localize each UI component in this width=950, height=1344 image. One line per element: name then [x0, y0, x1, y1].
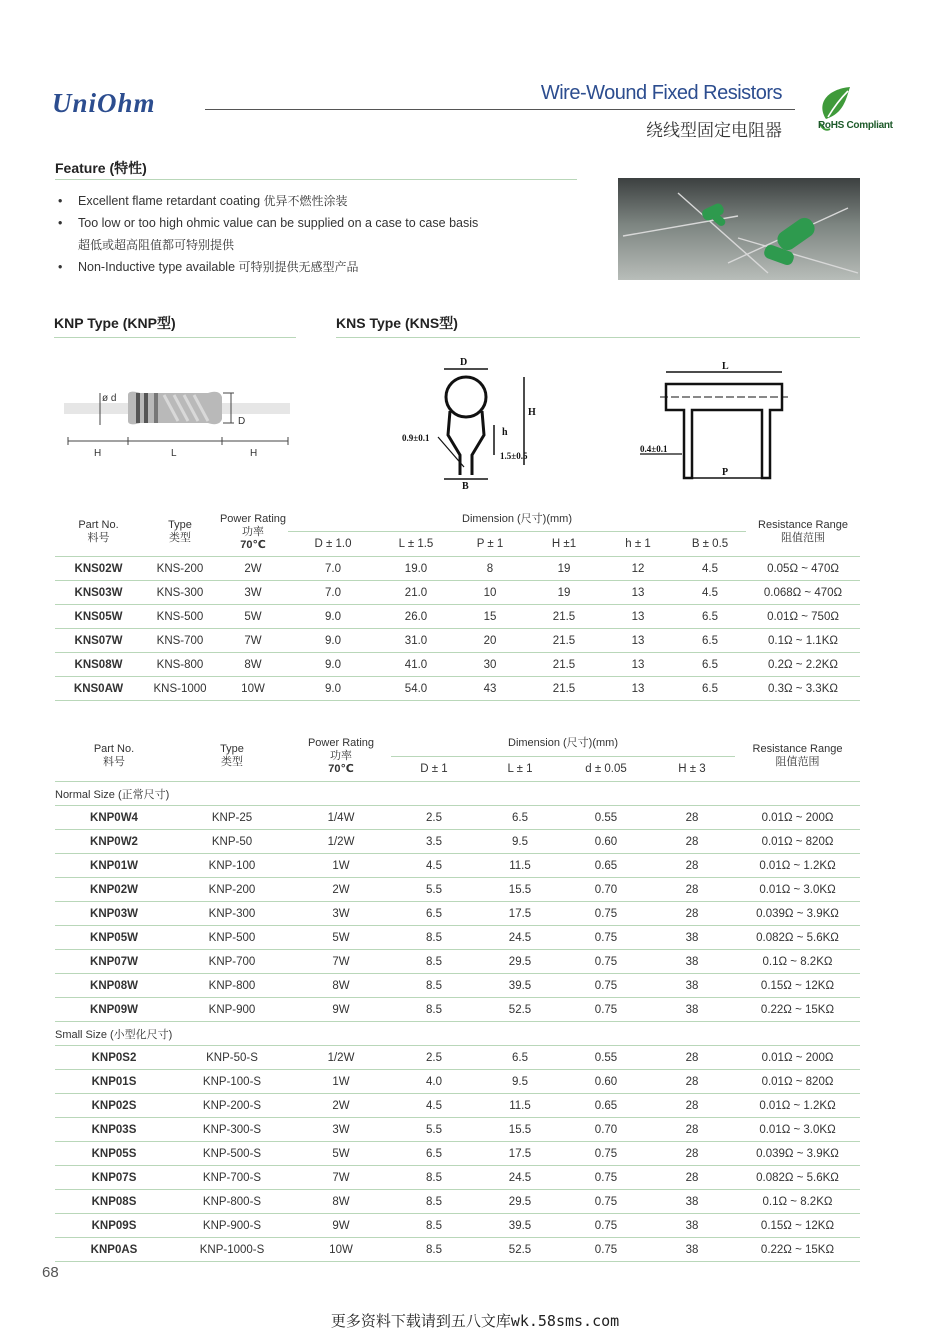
table-cell: 10W: [218, 677, 288, 701]
table-cell: 28: [649, 806, 735, 830]
table-cell: KNP-25: [173, 806, 291, 830]
feature-item: • Non-Inductive type available 可特别提供无感型产品: [58, 260, 359, 274]
part-number-cell: KNS07W: [55, 629, 142, 653]
feature-rule: [55, 179, 577, 180]
table-cell: 1/2W: [291, 830, 391, 854]
knp-label-D: D: [238, 416, 246, 427]
table-cell: 8.5: [391, 1190, 477, 1214]
table-cell: 39.5: [477, 1214, 563, 1238]
table-cell: 4.5: [674, 557, 746, 581]
col-L: L ± 1: [477, 757, 563, 782]
table-cell: 0.039Ω ~ 3.9KΩ: [735, 902, 860, 926]
table-cell: 0.75: [563, 926, 649, 950]
table-row: [55, 1238, 860, 1262]
feature-title: Feature (特性): [55, 160, 147, 176]
table-cell: 3W: [291, 902, 391, 926]
col-H: H ±1: [526, 531, 602, 556]
table-cell: 5W: [291, 926, 391, 950]
col-power: Power Rating 功率 70℃: [291, 731, 391, 782]
table-cell: 0.082Ω ~ 5.6KΩ: [735, 1166, 860, 1190]
table-cell: 10W: [291, 1238, 391, 1262]
knp-type-title: KNP Type (KNP型): [54, 315, 176, 331]
table-cell: 11.5: [477, 1094, 563, 1118]
table-cell: 28: [649, 1094, 735, 1118]
table-cell: 0.01Ω ~ 1.2KΩ: [735, 1094, 860, 1118]
table-cell: 13: [602, 653, 674, 677]
table-cell: 19: [526, 557, 602, 581]
kns-side-label-w: 0.4±0.1: [640, 444, 668, 454]
table-cell: 2.5: [391, 1046, 477, 1070]
table-row: [55, 581, 860, 605]
rohs-label: RoHS Compliant: [818, 120, 893, 131]
part-number-cell: KNP02S: [55, 1094, 173, 1118]
table-cell: 4.0: [391, 1070, 477, 1094]
table-cell: 1W: [291, 854, 391, 878]
table-row: [55, 1214, 860, 1238]
table-cell: 0.75: [563, 998, 649, 1022]
table-cell: 0.01Ω ~ 200Ω: [735, 1046, 860, 1070]
table-cell: 0.65: [563, 854, 649, 878]
table-cell: KNP-50-S: [173, 1046, 291, 1070]
table-row: [55, 1166, 860, 1190]
knp-type-rule: [54, 337, 296, 338]
table-cell: 0.2Ω ~ 2.2KΩ: [746, 653, 860, 677]
table-cell: KNP-100-S: [173, 1070, 291, 1094]
table-cell: 9.0: [288, 653, 378, 677]
table-cell: 8.5: [391, 1238, 477, 1262]
table-cell: KNP-200: [173, 878, 291, 902]
table-cell: 0.55: [563, 806, 649, 830]
table-row: [55, 557, 860, 581]
table-cell: 0.01Ω ~ 1.2KΩ: [735, 854, 860, 878]
part-number-cell: KNP0S2: [55, 1046, 173, 1070]
table-row: [55, 653, 860, 677]
table-cell: 0.75: [563, 974, 649, 998]
part-number-cell: KNS03W: [55, 581, 142, 605]
table-cell: 0.01Ω ~ 750Ω: [746, 605, 860, 629]
table-cell: 28: [649, 878, 735, 902]
table-cell: 28: [649, 902, 735, 926]
table-cell: KNP-500: [173, 926, 291, 950]
table-cell: 7W: [218, 629, 288, 653]
part-number-cell: KNP07S: [55, 1166, 173, 1190]
table-cell: KNS-500: [142, 605, 218, 629]
kns-type-rule: [336, 337, 860, 338]
table-cell: 7.0: [288, 557, 378, 581]
table-cell: 7W: [291, 1166, 391, 1190]
table-cell: 0.01Ω ~ 3.0KΩ: [735, 1118, 860, 1142]
table-cell: 4.5: [674, 581, 746, 605]
table-cell: KNP-50: [173, 830, 291, 854]
part-number-cell: KNS0AW: [55, 677, 142, 701]
table-cell: 21.0: [378, 581, 454, 605]
table-cell: 6.5: [674, 629, 746, 653]
kns-side-label-P: P: [722, 467, 729, 478]
table-cell: 52.5: [477, 1238, 563, 1262]
table-row: [55, 629, 860, 653]
table-cell: 9.5: [477, 1070, 563, 1094]
table-cell: 9.5: [477, 830, 563, 854]
part-number-cell: KNP0AS: [55, 1238, 173, 1262]
table-cell: 3W: [291, 1118, 391, 1142]
group-label: Small Size (小型化尺寸): [55, 1022, 860, 1046]
table-cell: 15.5: [477, 878, 563, 902]
table-cell: 0.01Ω ~ 200Ω: [735, 806, 860, 830]
part-number-cell: KNP08S: [55, 1190, 173, 1214]
page-title: Wire-Wound Fixed Resistors: [540, 82, 782, 104]
table-cell: 0.15Ω ~ 12KΩ: [735, 974, 860, 998]
part-number-cell: KNP0W4: [55, 806, 173, 830]
table-cell: 28: [649, 1142, 735, 1166]
col-power: Power Rating 功率 70℃: [218, 508, 288, 557]
kns-label-w2: 1.5±0.5: [500, 451, 528, 461]
table-cell: 38: [649, 950, 735, 974]
table-row: [55, 902, 860, 926]
table-cell: 0.1Ω ~ 8.2KΩ: [735, 950, 860, 974]
header-rule: [205, 109, 795, 110]
table-cell: KNS-200: [142, 557, 218, 581]
brand-logo: UniOhm: [52, 88, 156, 118]
table-cell: 0.75: [563, 1214, 649, 1238]
group-row: [55, 782, 860, 806]
table-cell: 1/4W: [291, 806, 391, 830]
table-row: [55, 1070, 860, 1094]
table-cell: 0.75: [563, 1142, 649, 1166]
footer-text: 更多资料下载请到五八文库wk.58sms.com: [330, 1312, 620, 1330]
feature-item: 超低或超高阻值都可特别提供: [78, 238, 235, 252]
col-type: Type 类型: [173, 731, 291, 782]
table-cell: 0.3Ω ~ 3.3KΩ: [746, 677, 860, 701]
table-cell: 3W: [218, 581, 288, 605]
col-resistance: Resistance Range 阻值范围: [735, 731, 860, 782]
table-cell: 29.5: [477, 950, 563, 974]
table-cell: 12: [602, 557, 674, 581]
table-cell: 0.068Ω ~ 470Ω: [746, 581, 860, 605]
table-cell: 0.70: [563, 878, 649, 902]
table-cell: 28: [649, 1166, 735, 1190]
table-cell: 6.5: [477, 1046, 563, 1070]
table-cell: 8W: [291, 974, 391, 998]
part-number-cell: KNP03S: [55, 1118, 173, 1142]
product-photo: [618, 178, 860, 280]
table-cell: 0.75: [563, 1166, 649, 1190]
knp-spec-table: [55, 731, 860, 1262]
table-cell: 20: [454, 629, 526, 653]
table-cell: KNP-700-S: [173, 1166, 291, 1190]
table-row: [55, 830, 860, 854]
table-cell: 0.22Ω ~ 15KΩ: [735, 1238, 860, 1262]
part-number-cell: KNP09W: [55, 998, 173, 1022]
knp-dimension-diagram: [58, 355, 298, 465]
table-cell: 1/2W: [291, 1046, 391, 1070]
table-cell: 31.0: [378, 629, 454, 653]
table-cell: KNP-800-S: [173, 1190, 291, 1214]
table-cell: 6.5: [391, 902, 477, 926]
knp-label-H1: H: [94, 448, 102, 459]
table-cell: 24.5: [477, 926, 563, 950]
table-cell: KNP-200-S: [173, 1094, 291, 1118]
table-row: [55, 926, 860, 950]
table-cell: 8W: [218, 653, 288, 677]
kns-label-B: B: [462, 481, 469, 490]
col-part-no: Part No. 料号: [55, 731, 173, 782]
col-dimension: Dimension (尺寸)(mm): [288, 508, 746, 531]
table-cell: 9.0: [288, 677, 378, 701]
table-cell: KNS-1000: [142, 677, 218, 701]
table-cell: 8.5: [391, 998, 477, 1022]
table-cell: 28: [649, 1046, 735, 1070]
table-cell: 13: [602, 629, 674, 653]
page-title-cn: 绕线型固定电阻器: [646, 121, 782, 140]
table-cell: 0.01Ω ~ 820Ω: [735, 1070, 860, 1094]
table-cell: 0.01Ω ~ 3.0KΩ: [735, 878, 860, 902]
table-row: [55, 950, 860, 974]
part-number-cell: KNP07W: [55, 950, 173, 974]
col-type: Type 类型: [142, 508, 218, 557]
table-cell: 0.60: [563, 830, 649, 854]
page-number: 68: [42, 1264, 59, 1281]
kns-type-title: KNS Type (KNS型): [336, 315, 458, 331]
table-cell: 4.5: [391, 854, 477, 878]
table-cell: 13: [602, 581, 674, 605]
table-row: [55, 806, 860, 830]
col-part-no: Part No. 料号: [55, 508, 142, 557]
table-cell: KNP-500-S: [173, 1142, 291, 1166]
table-cell: 11.5: [477, 854, 563, 878]
table-cell: 5W: [291, 1142, 391, 1166]
knp-label-L: L: [171, 448, 177, 459]
col-B: B ± 0.5: [674, 531, 746, 556]
table-cell: 13: [602, 605, 674, 629]
table-cell: KNP-900: [173, 998, 291, 1022]
table-cell: 19: [526, 581, 602, 605]
table-cell: 2W: [218, 557, 288, 581]
table-cell: 8.5: [391, 1214, 477, 1238]
table-cell: 3.5: [391, 830, 477, 854]
part-number-cell: KNP03W: [55, 902, 173, 926]
table-cell: KNP-100: [173, 854, 291, 878]
table-cell: 38: [649, 1214, 735, 1238]
table-row: [55, 677, 860, 701]
table-cell: 0.01Ω ~ 820Ω: [735, 830, 860, 854]
kns-side-label-L: L: [722, 361, 729, 372]
table-cell: 39.5: [477, 974, 563, 998]
part-number-cell: KNS05W: [55, 605, 142, 629]
kns-front-diagram: [398, 355, 548, 490]
table-cell: 28: [649, 1118, 735, 1142]
table-cell: 54.0: [378, 677, 454, 701]
table-cell: 0.22Ω ~ 15KΩ: [735, 998, 860, 1022]
table-cell: 21.5: [526, 605, 602, 629]
table-cell: 41.0: [378, 653, 454, 677]
table-cell: 0.15Ω ~ 12KΩ: [735, 1214, 860, 1238]
table-cell: 38: [649, 974, 735, 998]
table-row: [55, 878, 860, 902]
table-cell: 6.5: [674, 653, 746, 677]
col-P: P ± 1: [454, 531, 526, 556]
table-row: [55, 1094, 860, 1118]
table-cell: 38: [649, 1190, 735, 1214]
table-cell: KNP-300: [173, 902, 291, 926]
table-cell: 26.0: [378, 605, 454, 629]
col-L: L ± 1.5: [378, 531, 454, 556]
table-cell: 0.75: [563, 902, 649, 926]
kns-label-D: D: [460, 357, 468, 368]
part-number-cell: KNP01W: [55, 854, 173, 878]
col-d: d ± 0.05: [563, 757, 649, 782]
table-cell: KNP-700: [173, 950, 291, 974]
part-number-cell: KNS08W: [55, 653, 142, 677]
table-cell: 8.5: [391, 1166, 477, 1190]
table-cell: 8.5: [391, 974, 477, 998]
part-number-cell: KNP05W: [55, 926, 173, 950]
table-cell: 38: [649, 1238, 735, 1262]
table-cell: 8: [454, 557, 526, 581]
table-cell: KNS-700: [142, 629, 218, 653]
table-cell: 52.5: [477, 998, 563, 1022]
table-row: [55, 998, 860, 1022]
table-row: [55, 974, 860, 998]
part-number-cell: KNP02W: [55, 878, 173, 902]
table-cell: 7.0: [288, 581, 378, 605]
table-cell: 9.0: [288, 605, 378, 629]
table-cell: 38: [649, 926, 735, 950]
table-cell: 6.5: [391, 1142, 477, 1166]
table-cell: 0.60: [563, 1070, 649, 1094]
table-cell: 5W: [218, 605, 288, 629]
table-cell: 0.039Ω ~ 3.9KΩ: [735, 1142, 860, 1166]
part-number-cell: KNP01S: [55, 1070, 173, 1094]
feature-item: • Excellent flame retardant coating 优异不燃性涂装: [58, 194, 348, 208]
table-cell: 21.5: [526, 653, 602, 677]
col-H: H ± 3: [649, 757, 735, 782]
table-row: [55, 1118, 860, 1142]
kns-side-diagram: [636, 358, 806, 488]
table-row: [55, 1046, 860, 1070]
table-cell: 8W: [291, 1190, 391, 1214]
part-number-cell: KNP0W2: [55, 830, 173, 854]
table-cell: 2W: [291, 1094, 391, 1118]
table-cell: 5.5: [391, 1118, 477, 1142]
table-cell: 6.5: [674, 677, 746, 701]
group-label: Normal Size (正常尺寸): [55, 782, 860, 806]
table-cell: KNP-800: [173, 974, 291, 998]
table-cell: 7W: [291, 950, 391, 974]
table-cell: 17.5: [477, 1142, 563, 1166]
table-cell: 21.5: [526, 629, 602, 653]
table-cell: 0.1Ω ~ 8.2KΩ: [735, 1190, 860, 1214]
table-cell: 0.65: [563, 1094, 649, 1118]
table-row: [55, 1190, 860, 1214]
table-cell: 29.5: [477, 1190, 563, 1214]
table-cell: KNS-800: [142, 653, 218, 677]
table-cell: 15.5: [477, 1118, 563, 1142]
table-cell: 9W: [291, 998, 391, 1022]
kns-label-H: H: [528, 407, 536, 418]
part-number-cell: KNP09S: [55, 1214, 173, 1238]
table-row: [55, 1142, 860, 1166]
table-cell: 38: [649, 998, 735, 1022]
table-cell: KNP-900-S: [173, 1214, 291, 1238]
table-cell: 8.5: [391, 950, 477, 974]
table-cell: KNP-300-S: [173, 1118, 291, 1142]
col-dimension: Dimension (尺寸)(mm): [391, 731, 735, 757]
table-cell: 30: [454, 653, 526, 677]
table-cell: 0.05Ω ~ 470Ω: [746, 557, 860, 581]
kns-label-h: h: [502, 427, 508, 438]
col-D: D ± 1.0: [288, 531, 378, 556]
table-cell: KNP-1000-S: [173, 1238, 291, 1262]
table-cell: 0.75: [563, 1190, 649, 1214]
group-row: [55, 1022, 860, 1046]
table-cell: 0.70: [563, 1118, 649, 1142]
table-cell: 24.5: [477, 1166, 563, 1190]
table-cell: 0.75: [563, 950, 649, 974]
table-cell: 13: [602, 677, 674, 701]
col-D: D ± 1: [391, 757, 477, 782]
table-cell: KNS-300: [142, 581, 218, 605]
part-number-cell: KNP05S: [55, 1142, 173, 1166]
table-cell: 28: [649, 854, 735, 878]
table-cell: 0.55: [563, 1046, 649, 1070]
table-cell: 6.5: [674, 605, 746, 629]
table-cell: 28: [649, 1070, 735, 1094]
col-h: h ± 1: [602, 531, 674, 556]
table-cell: 4.5: [391, 1094, 477, 1118]
table-cell: 19.0: [378, 557, 454, 581]
table-cell: 43: [454, 677, 526, 701]
table-cell: 28: [649, 830, 735, 854]
table-cell: 0.082Ω ~ 5.6KΩ: [735, 926, 860, 950]
table-cell: 8.5: [391, 926, 477, 950]
table-cell: 0.1Ω ~ 1.1KΩ: [746, 629, 860, 653]
table-cell: 17.5: [477, 902, 563, 926]
kns-spec-table: [55, 508, 860, 701]
part-number-cell: KNS02W: [55, 557, 142, 581]
feature-list: [58, 190, 478, 278]
table-cell: 10: [454, 581, 526, 605]
table-cell: 1W: [291, 1070, 391, 1094]
table-cell: 9W: [291, 1214, 391, 1238]
kns-label-w1: 0.9±0.1: [402, 433, 430, 443]
feature-item: • Too low or too high ohmic value can be supplied on a case to case basis: [58, 216, 479, 230]
table-row: [55, 605, 860, 629]
table-cell: 15: [454, 605, 526, 629]
table-row: [55, 854, 860, 878]
table-cell: 21.5: [526, 677, 602, 701]
table-cell: 6.5: [477, 806, 563, 830]
table-cell: 2W: [291, 878, 391, 902]
table-cell: 9.0: [288, 629, 378, 653]
table-cell: 0.75: [563, 1238, 649, 1262]
part-number-cell: KNP08W: [55, 974, 173, 998]
knp-label-d: ø d: [102, 393, 117, 404]
col-resistance: Resistance Range 阻值范围: [746, 508, 860, 557]
table-cell: 2.5: [391, 806, 477, 830]
knp-label-H2: H: [250, 448, 258, 459]
table-cell: 5.5: [391, 878, 477, 902]
